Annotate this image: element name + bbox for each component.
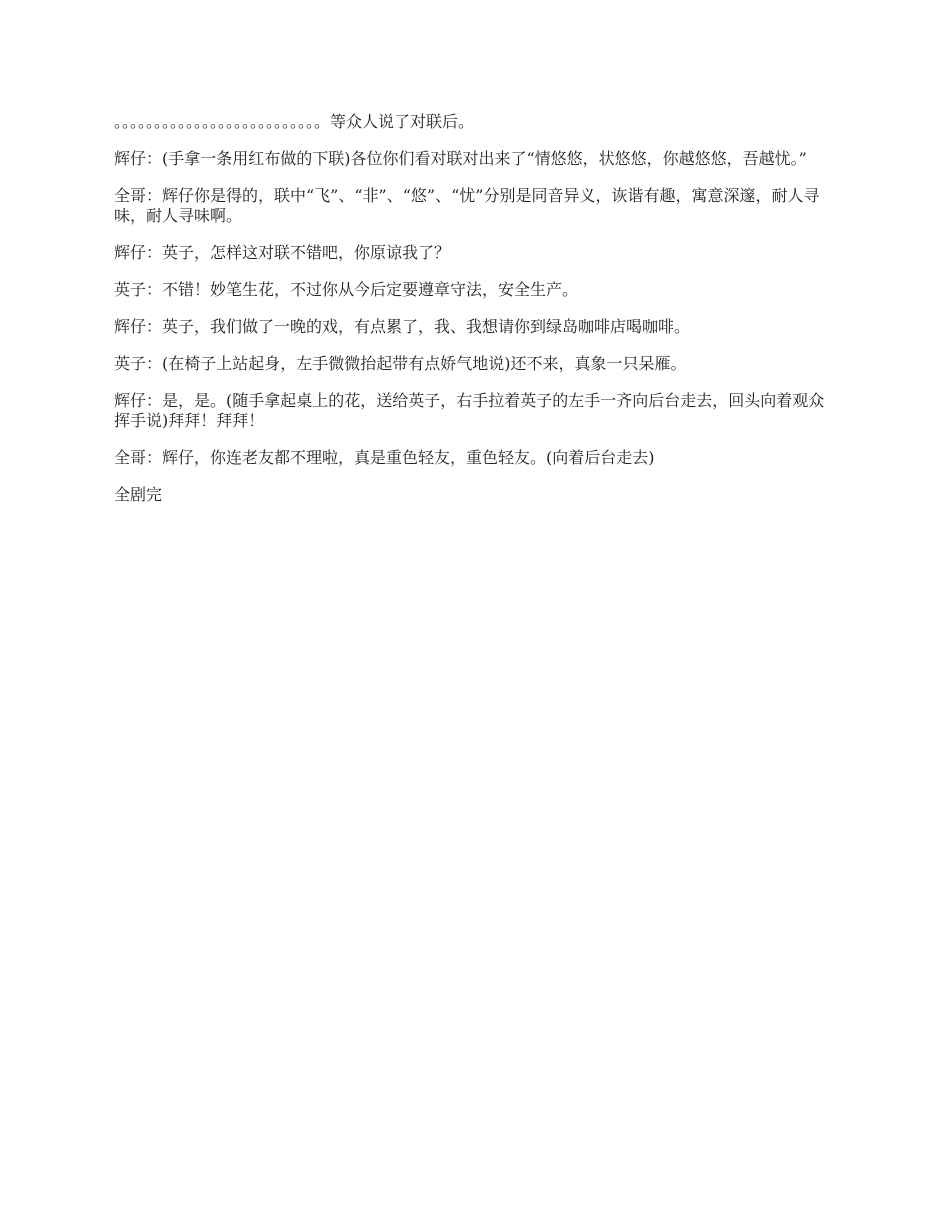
paragraph-huizai-ask: 辉仔：英子，怎样这对联不错吧，你原谅我了？ — [114, 243, 451, 262]
paragraph-quange-comment: 全哥：辉仔你是得的，联中“飞”、“非”、“悠”、“忧”分别是同音异义，诙谐有趣，寓意深邃，耐人寻味，耐人寻味啊。 — [114, 186, 820, 225]
paragraph-huizai-couplet: 辉仔：(手拿一条用红布做的下联)各位你们看对联对出来了“情悠悠，状悠悠，你越悠悠，吾越忧。” — [114, 149, 807, 168]
paragraph-huizai-invite: 辉仔：英子，我们做了一晚的戏，有点累了，我、我想请你到绿岛咖啡店喝咖啡。 — [114, 317, 691, 336]
paragraph-yingzi-stand: 英子：(在椅子上站起身，左手微微抬起带有点娇气地说)还不来，真象一只呆雁。 — [114, 354, 687, 373]
paragraph-yingzi-reply: 英子：不错！妙笔生花，不过你从今后定要遵章守法，安全生产。 — [114, 280, 579, 299]
document-page — [114, 112, 834, 522]
paragraph-end: 全剧完 — [114, 485, 163, 504]
paragraph-ellipsis-intro: 。。。。。。。。。。。。。。。。。。。。。。。。。。等众人说了对联后。 — [114, 112, 475, 131]
paragraph-huizai-exit: 辉仔：是，是。(随手拿起桌上的花，送给英子，右手拉着英子的左手一齐向后台走去，回头向着观众挥手说)拜拜！拜拜！ — [114, 391, 825, 430]
paragraph-quange-exit: 全哥：辉仔，你连老友都不理啦，真是重色轻友，重色轻友。(向着后台走去) — [114, 448, 655, 467]
